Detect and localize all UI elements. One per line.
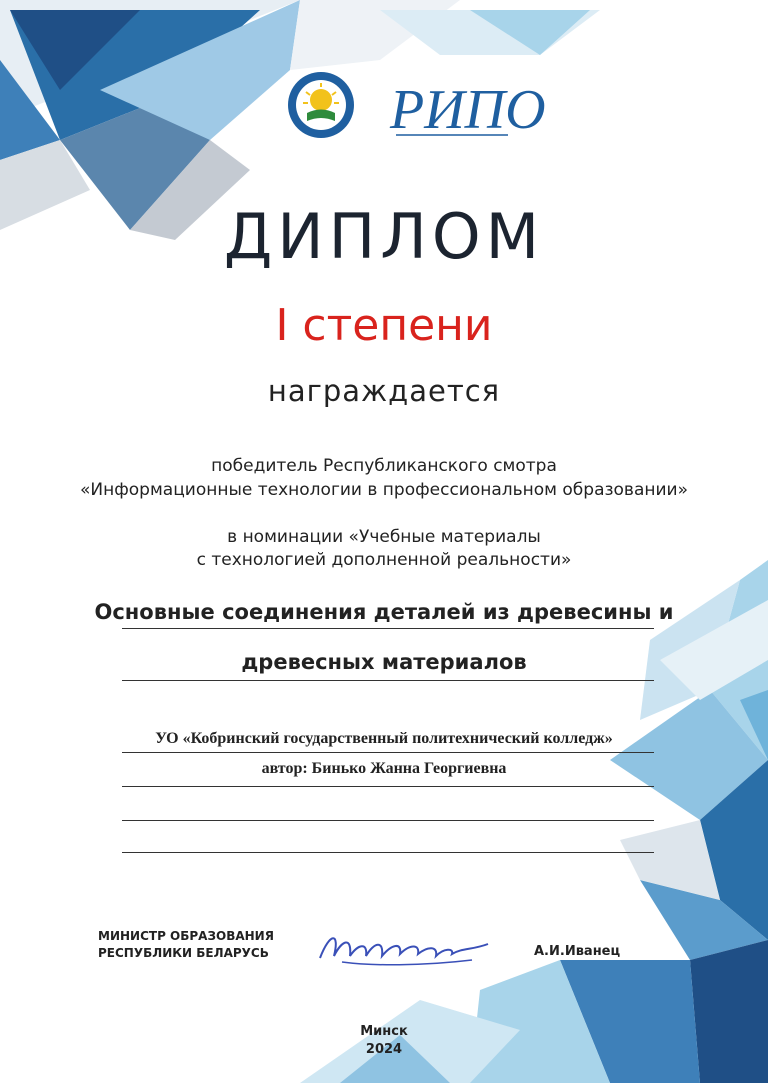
signatory-position-line-1: МИНИСТР ОБРАЗОВАНИЯ	[98, 929, 274, 943]
institution-text: УО «Кобринский государственный политехнический колледж»	[155, 730, 613, 747]
nomination-line-2: с технологией дополненной реальности»	[196, 550, 572, 570]
underline-2	[122, 680, 654, 681]
winner-line-1: победитель Республиканского смотра	[211, 456, 557, 476]
ministry-emblem-icon	[286, 70, 356, 140]
ripo-logo-text: РИПО	[390, 79, 546, 141]
underline-3	[122, 752, 654, 753]
signatory-position	[98, 928, 274, 962]
signatory-position-line-2: РЕСПУБЛИКИ БЕЛАРУСЬ	[98, 946, 269, 960]
underline-5	[122, 820, 654, 821]
handwritten-signature	[312, 922, 502, 972]
work-title-line-1: Основные соединения деталей из древесины и	[94, 600, 674, 624]
awarded-text: награждается	[267, 374, 501, 408]
place-text: Минск	[360, 1024, 408, 1039]
signatory-name: А.И.Иванец	[534, 944, 621, 959]
underline-6	[122, 852, 654, 853]
underline-4	[122, 786, 654, 787]
work-title-line-2: древесных материалов	[241, 650, 527, 674]
winner-line-2: «Информационные технологии в профессиональном образовании»	[80, 480, 688, 500]
logos-row	[0, 70, 768, 150]
underline-1	[122, 628, 654, 629]
year-text: 2024	[365, 1042, 403, 1057]
diploma-title: ДИПЛОМ	[223, 200, 545, 273]
author-text: автор: Бинько Жанна Георгиевна	[261, 760, 507, 777]
nomination-line-1: в номинации «Учебные материалы	[227, 527, 541, 547]
degree-text: I степени	[275, 300, 493, 351]
ripo-logo-icon	[388, 72, 546, 142]
